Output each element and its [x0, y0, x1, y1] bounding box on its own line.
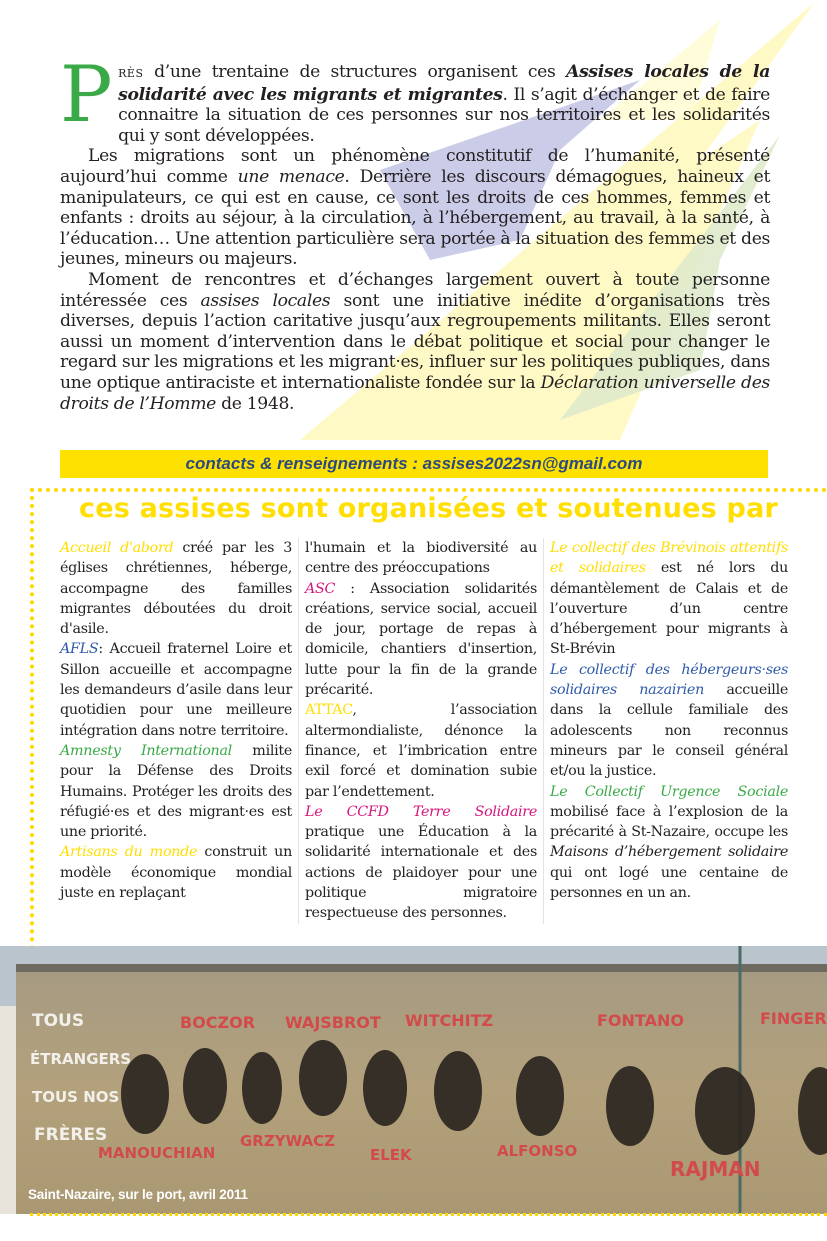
- org-entry: [60, 842, 292, 903]
- text-run: Moment de rencontres et d’échanges largement ouvert à toute personne intéressée ces: [60, 269, 770, 311]
- italic-text: une menace: [237, 166, 345, 187]
- slogan-line: ÉTRANGERS: [30, 1050, 132, 1068]
- org-name: ASC: [305, 580, 336, 597]
- name-label: WAJSBROT: [285, 1013, 381, 1032]
- name-label: FONTANO: [597, 1011, 684, 1030]
- org-desc: , l’association altermondialiste, dénonce la finance, et l’imbrication entre exil forcé et domination subie par l’endettement.: [305, 702, 537, 800]
- text-run: sont une initiative inédite d’organisations très diverses, depuis l’action caritative jusqu’aux regroupements militants. Elles seront aussi un moment d’intervention dans le débat politique et social pour changer le regard sur les migrations et les migrant·es, influer sur les politiques publiques, dans une optique antiraciste et internationaliste fondée sur la: [60, 290, 770, 393]
- name-label: ELEK: [370, 1146, 412, 1164]
- intro-paragraph-1: [60, 50, 771, 146]
- org-desc: mobilisé face à l’explosion de la précarité à St-Nazaire, occupe les: [550, 803, 788, 841]
- org-desc: construit un modèle économique mondial juste en replaçant: [60, 844, 292, 902]
- portrait: [183, 1048, 227, 1124]
- text-run: de 1948.: [216, 393, 295, 414]
- org-name: Le Collectif Urgence Sociale: [550, 783, 788, 800]
- organizers-columns: [60, 538, 788, 924]
- dotted-divider: [30, 1213, 827, 1216]
- column-1: [60, 538, 298, 924]
- org-entry: [550, 538, 788, 660]
- org-entry: [60, 639, 292, 740]
- contact-text[interactable]: contacts & renseignements : assises2022sn@gmail.com: [185, 454, 643, 473]
- wall-top: [16, 964, 827, 972]
- name-label: GRZYWACZ: [240, 1132, 335, 1150]
- org-desc: milite pour la Défense des Droits Humains. Protéger les droits des réfugié·es et des migrant·es est une priorité.: [60, 742, 292, 841]
- org-entry: [305, 579, 537, 701]
- text-run: Les migrations sont un phénomène constitutif de l’humanité, présenté aujourd’hui comme: [60, 146, 770, 187]
- portrait: [363, 1050, 407, 1126]
- org-entry: [550, 660, 788, 782]
- contact-banner: [60, 450, 768, 478]
- name-label: WITCHITZ: [405, 1011, 494, 1030]
- org-name: AFLS: [60, 641, 99, 658]
- portrait: [121, 1054, 169, 1134]
- name-label: MANOUCHIAN: [98, 1144, 216, 1162]
- org-entry: [60, 741, 292, 842]
- intro-paragraph-2: [60, 146, 770, 270]
- drop-cap: P: [60, 50, 113, 140]
- org-desc: : Association solidarités créations, service social, accueil de jour, portage de repas à domicile, chantiers d'insertion, lutte pour la fin de la grande précarité.: [305, 580, 537, 699]
- org-desc: qui ont logé une centaine de personnes en un an.: [550, 864, 788, 902]
- portrait: [516, 1056, 564, 1136]
- text-run: . Il s’agit d’échanger et de faire connaitre la situation de ces personnes sur nos territoires et les solidarités qui y sont développées.: [118, 84, 770, 146]
- org-entry: [550, 782, 788, 904]
- italic-text: Déclaration universelle des droits de l’Homme: [60, 372, 770, 414]
- intro-text: [60, 50, 771, 414]
- wall-photo: [0, 946, 827, 1214]
- wall-photo-illustration: [0, 946, 827, 1214]
- name-label: BOCZOR: [180, 1013, 256, 1032]
- org-desc: est né lors du démantèlement de Calais et de l’ouverture d’un centre d’hébergement pour migrants à St-Brévin: [550, 560, 788, 658]
- org-name: Amnesty International: [60, 742, 232, 759]
- org-desc: pratique une Éducation à la solidarité internationale et des actions de plaidoyer pour une politique migratoire respectueuse des personnes.: [305, 824, 537, 922]
- org-entry: [60, 538, 292, 639]
- portrait: [695, 1067, 755, 1155]
- organizers-title: ces assises sont organisées et soutenues par: [78, 493, 779, 524]
- event-name: Assises locales de la solidarité avec les migrants et migrantes: [118, 62, 771, 105]
- name-label: FINGER: [760, 1009, 827, 1028]
- column-2: [298, 538, 543, 924]
- org-name: Artisans du monde: [60, 844, 198, 861]
- text-run: d’une trentaine de structures organisent ces: [143, 62, 567, 82]
- slogan-line: TOUS: [32, 1011, 85, 1031]
- org-entry: [305, 802, 537, 924]
- org-name: ATTAC: [305, 702, 353, 719]
- org-name: Le collectif des Brévinois attentifs et solidaires: [550, 540, 788, 577]
- portrait: [434, 1051, 482, 1131]
- name-label: ALFONSO: [497, 1142, 578, 1160]
- org-entry: [305, 538, 537, 579]
- org-desc: créé par les 3 églises chrétiennes, héberge, accompagne des familles migrantes déboutées du droit d'asile.: [60, 540, 292, 638]
- name-label: RAJMAN: [670, 1157, 761, 1181]
- portrait: [299, 1040, 347, 1116]
- org-name: Le CCFD Terre Solidaire: [305, 803, 537, 820]
- intro-paragraph-3: [60, 270, 770, 414]
- slogan-line: TOUS NOS: [32, 1088, 120, 1106]
- text-run: . Derrière les discours démagogues, haineux et manipulateurs, ce qui est en cause, ce sont les droits de ces hommes, femmes et enfants : droits au séjour, à la circulation, à l’hébergement, au travail, à la santé, à l’éducation… Une attention particulière sera portée à la situation des femmes et des jeunes, mineurs ou majeurs.: [60, 166, 771, 270]
- org-entry: [305, 700, 537, 801]
- org-name: Accueil d'abord: [60, 540, 174, 556]
- portrait: [606, 1066, 654, 1146]
- italic-text: assises locales: [200, 290, 331, 311]
- smallcaps-text: RÈS: [118, 67, 144, 80]
- org-desc: accueille dans la cellule familiale des adolescents non reconnus mineurs par le conseil général et/ou la justice.: [550, 682, 788, 780]
- portrait: [242, 1052, 282, 1124]
- org-name: Le collectif des hébergeurs·ses solidaires nazairien: [550, 661, 788, 699]
- italic-text: Maisons d’hébergement solidaire: [550, 844, 788, 861]
- column-3: [543, 538, 788, 924]
- org-desc: : Accueil fraternel Loire et Sillon accueille et accompagne les demandeurs d’asile dans leur quotidien pour une meilleure intégration dans notre territoire.: [60, 641, 292, 739]
- slogan-line: FRÈRES: [34, 1125, 108, 1145]
- org-desc: l'humain et la biodiversité au centre des préoccupations: [305, 540, 537, 577]
- photo-caption: Saint-Nazaire, sur le port, avril 2011: [28, 1187, 248, 1202]
